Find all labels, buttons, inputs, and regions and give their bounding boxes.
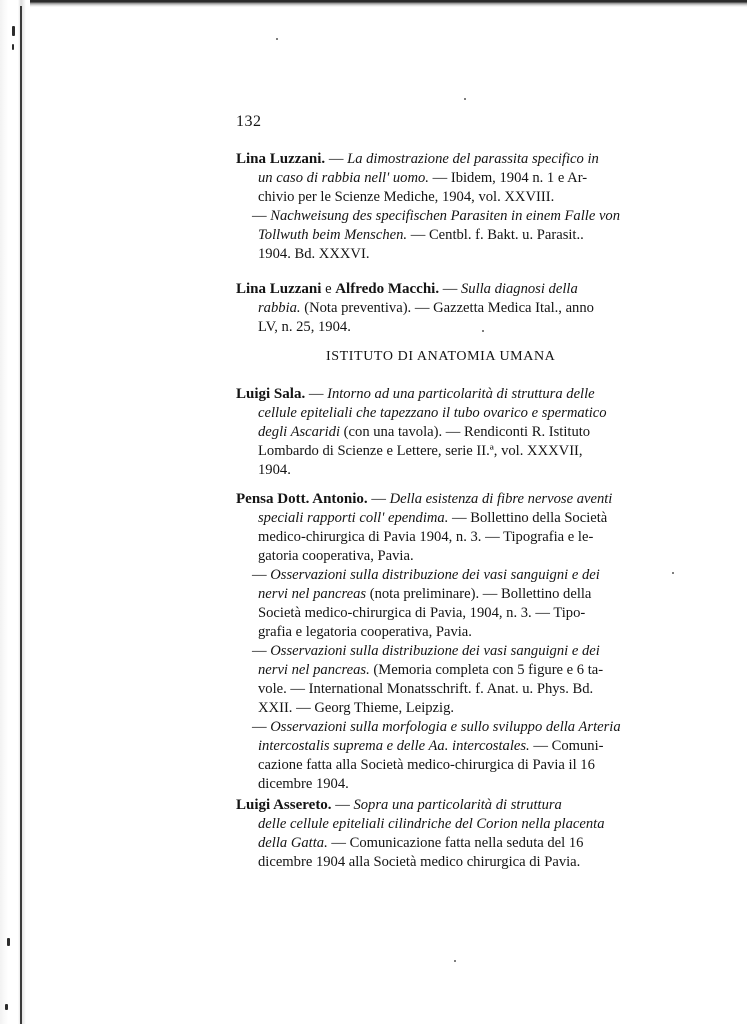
entry-line xyxy=(236,226,660,245)
entry-line xyxy=(236,169,660,188)
work-title: Osservazioni sulla distribuzione dei vasi sanguigni e dei xyxy=(270,567,600,583)
entry-line xyxy=(236,490,660,509)
entry-line xyxy=(236,834,660,853)
citation-text: XXII. — Georg Thieme, Leipzig. xyxy=(258,700,455,716)
citation-text: Società medico-chirurgica di Pavia, 1904, n. 3. — Tipo- xyxy=(258,605,586,621)
citation-text: — Ibidem, 1904 n. 1 e Ar- xyxy=(428,170,588,186)
work-title: Osservazioni sulla morfologia e sullo sviluppo della Arteria xyxy=(270,719,621,735)
entry-line xyxy=(236,661,660,680)
entry-line xyxy=(236,404,660,423)
citation-text: — xyxy=(325,151,348,167)
entry-line xyxy=(236,509,660,528)
work-title: rabbia. xyxy=(258,300,301,316)
entry-line xyxy=(236,699,660,718)
citation-text: — xyxy=(305,386,328,402)
entry-line xyxy=(236,188,660,207)
entry-line xyxy=(236,318,660,337)
work-title: Della esistenza di fibre nervose aventi xyxy=(389,491,613,507)
scan-mark xyxy=(7,938,10,946)
citation-text: (Nota preventiva). — Gazzetta Medica Ital., anno xyxy=(300,300,594,316)
work-title: Osservazioni sulla distribuzione dei vasi sanguigni e dei xyxy=(270,643,600,659)
page-number: 132 xyxy=(236,113,262,130)
entry-line xyxy=(236,150,660,169)
citation-text: — xyxy=(331,797,354,813)
citation-text: 1904. Bd. XXXVI. xyxy=(258,246,370,262)
work-title: cellule epiteliali che tapezzano il tubo ovarico e spermatico xyxy=(258,405,607,421)
entry-line xyxy=(236,299,660,318)
entry-line xyxy=(230,642,660,661)
work-title: un caso di rabbia nell' uomo. xyxy=(258,170,429,186)
bibliography-entry xyxy=(236,150,660,264)
entry-line xyxy=(236,775,660,794)
citation-text: — Bollettino della Società xyxy=(448,510,608,526)
work-title: nervi nel pancreas. xyxy=(258,662,370,678)
work-title: degli Ascaridi xyxy=(258,424,341,440)
author-name: Lina Luzzani. xyxy=(236,151,326,167)
citation-text: LV, n. 25, 1904. xyxy=(258,319,351,335)
entry-line xyxy=(236,623,660,642)
scan-speck xyxy=(672,572,674,574)
citation-text: — xyxy=(252,719,271,735)
work-title: Tollwuth beim Menschen. xyxy=(258,227,408,243)
citation-text: dicembre 1904 alla Società medico chirurgica di Pavia. xyxy=(258,854,581,870)
work-title: intercostalis suprema e delle Aa. intercostales. xyxy=(258,738,530,754)
entry-line xyxy=(236,585,660,604)
work-title: La dimostrazione del parassita specifico in xyxy=(347,151,599,167)
citation-text: dicembre 1904. xyxy=(258,776,349,792)
entry-line xyxy=(230,718,660,737)
scan-speck xyxy=(454,960,456,962)
citation-text: — Comunicazione fatta nella seduta del 16 xyxy=(327,835,584,851)
entry-line xyxy=(236,280,660,299)
scan-top-edge xyxy=(0,0,747,7)
bibliography-entry xyxy=(236,796,660,872)
author-name: Luigi Assereto. xyxy=(236,797,332,813)
entry-line xyxy=(230,207,660,226)
bibliography-entry xyxy=(236,280,660,337)
work-title: speciali rapporti coll' ependima. xyxy=(258,510,449,526)
entry-line xyxy=(236,528,660,547)
citation-text: — xyxy=(252,643,271,659)
scan-mark xyxy=(12,44,14,50)
work-title: Sulla diagnosi della xyxy=(460,281,578,297)
entry-line xyxy=(236,737,660,756)
work-title: delle cellule epiteliali cilindriche del Corion nella placenta xyxy=(258,816,605,832)
scan-speck xyxy=(464,98,466,100)
entry-line xyxy=(236,461,660,480)
entry-line xyxy=(236,604,660,623)
citation-text: — xyxy=(252,208,271,224)
entry-line xyxy=(236,815,660,834)
author-name: Luigi Sala. xyxy=(236,386,306,402)
citation-text: gatoria cooperativa, Pavia. xyxy=(258,548,414,564)
citation-text: medico-chirurgica di Pavia 1904, n. 3. — Tipografia e le- xyxy=(258,529,594,545)
citation-text: vole. — International Monatsschrift. f. Anat. u. Phys. Bd. xyxy=(258,681,594,697)
work-title: nervi nel pancreas xyxy=(258,586,367,602)
author-name: Alfredo Macchi. xyxy=(335,281,440,297)
work-title: Sopra una particolarità di struttura xyxy=(353,797,562,813)
entry-line xyxy=(236,853,660,872)
citation-text: — xyxy=(367,491,390,507)
bibliography-entry xyxy=(236,490,660,794)
citation-text: chivio per le Scienze Mediche, 1904, vol. XXVIII. xyxy=(258,189,555,205)
scan-mark xyxy=(12,26,15,36)
entry-line xyxy=(236,680,660,699)
citation-text: Lombardo di Scienze e Lettere, serie II.ª, vol. XXXVII, xyxy=(258,443,583,459)
entry-line xyxy=(236,245,660,264)
entry-line xyxy=(236,423,660,442)
citation-text: (Memoria completa con 5 figure e 6 ta- xyxy=(369,662,604,678)
citation-text: 1904. xyxy=(258,462,291,478)
bibliography-entry xyxy=(236,385,660,480)
binding-line xyxy=(20,6,22,1024)
entry-line xyxy=(236,442,660,461)
citation-text: — xyxy=(252,567,271,583)
citation-text: (con una tavola). — Rendiconti R. Istituto xyxy=(340,424,591,440)
section-heading: ISTITUTO DI ANATOMIA UMANA xyxy=(326,349,556,364)
entry-line xyxy=(236,547,660,566)
author-name: Pensa Dott. Antonio. xyxy=(236,491,368,507)
entry-line xyxy=(236,756,660,775)
entry-line xyxy=(236,385,660,404)
work-title: della Gatta. xyxy=(258,835,328,851)
scan-speck xyxy=(276,38,278,40)
citation-text: grafia e legatoria cooperativa, Pavia. xyxy=(258,624,472,640)
author-name: Lina Luzzani xyxy=(236,281,322,297)
citation-text: — Centbl. f. Bakt. u. Parasit.. xyxy=(407,227,584,243)
citation-text: cazione fatta alla Società medico-chirurgica di Pavia il 16 xyxy=(258,757,595,773)
entry-line xyxy=(230,566,660,585)
work-title: Nachweisung des specifischen Parasiten in einem Falle von xyxy=(270,208,621,224)
entry-line xyxy=(236,796,660,815)
scan-mark xyxy=(5,1004,8,1010)
work-title: Intorno ad una particolarità di struttura delle xyxy=(327,386,595,402)
scan-left-edge xyxy=(0,0,30,1024)
citation-text: (nota preliminare). — Bollettino della xyxy=(366,586,592,602)
citation-text: e xyxy=(321,281,336,297)
citation-text: — xyxy=(439,281,461,297)
citation-text: — Comuni- xyxy=(529,738,604,754)
